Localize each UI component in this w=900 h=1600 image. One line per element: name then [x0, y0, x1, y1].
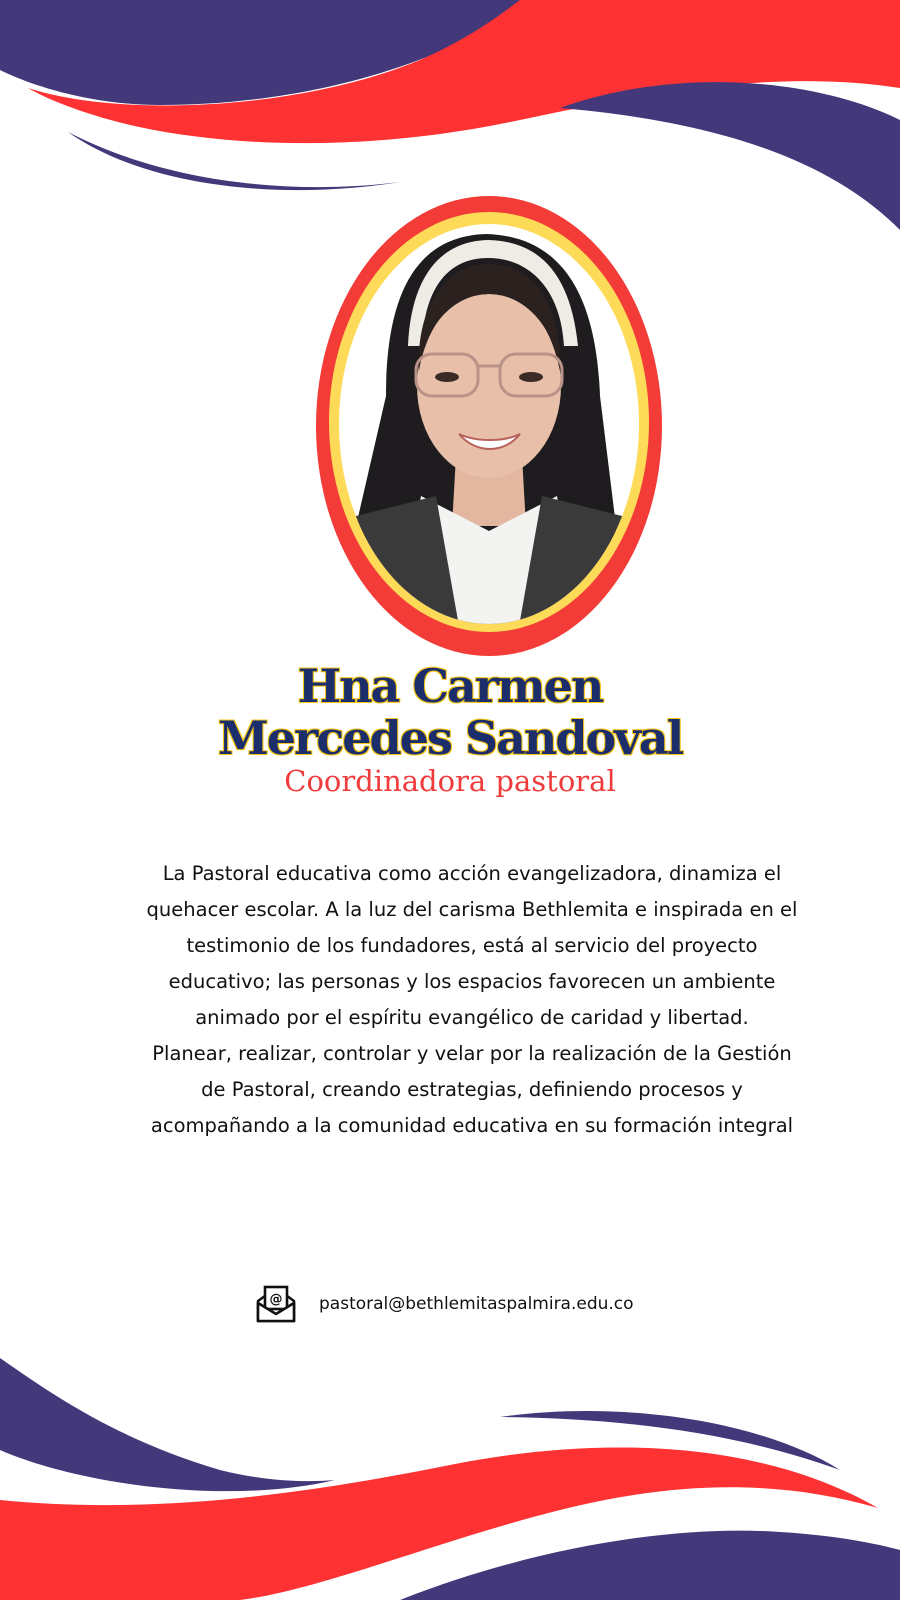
envelope-at-icon	[255, 1283, 297, 1325]
portrait-frame	[316, 196, 662, 660]
bottom-navy-wave	[400, 1531, 900, 1600]
svg-text:@: @	[269, 1292, 283, 1307]
profile-description	[138, 856, 806, 1144]
contact-email[interactable]: pastoral@bethlemitaspalmira.edu.co	[319, 1294, 634, 1314]
description-paragraph: Planear, realizar, controlar y velar por la realización de la Gestión de Pastoral, creando estrategias, definiendo procesos y acompañando a la comunidad educativa en su formación integral	[150, 1042, 794, 1137]
bottom-navy-left-wave	[0, 1358, 335, 1491]
profile-name-line1: Hna Carmen	[297, 659, 603, 713]
profile-name-line2: Mercedes Sandoval	[217, 711, 683, 765]
profile-role: Coordinadora pastoral	[284, 764, 616, 798]
contact-row	[255, 1283, 634, 1325]
bottom-wave-decoration	[0, 1320, 900, 1600]
profile-name	[0, 660, 900, 764]
description-paragraph: La Pastoral educativa como acción evangelizadora, dinamiza el quehacer escolar. A la luz del carisma Bethlemita e inspirada en el testimonio de los fundadores, está al servicio del proyecto educativo; las personas y los espacios favorecen un ambiente animado por el espíritu evangélico de caridad y libertad.	[146, 862, 798, 1029]
